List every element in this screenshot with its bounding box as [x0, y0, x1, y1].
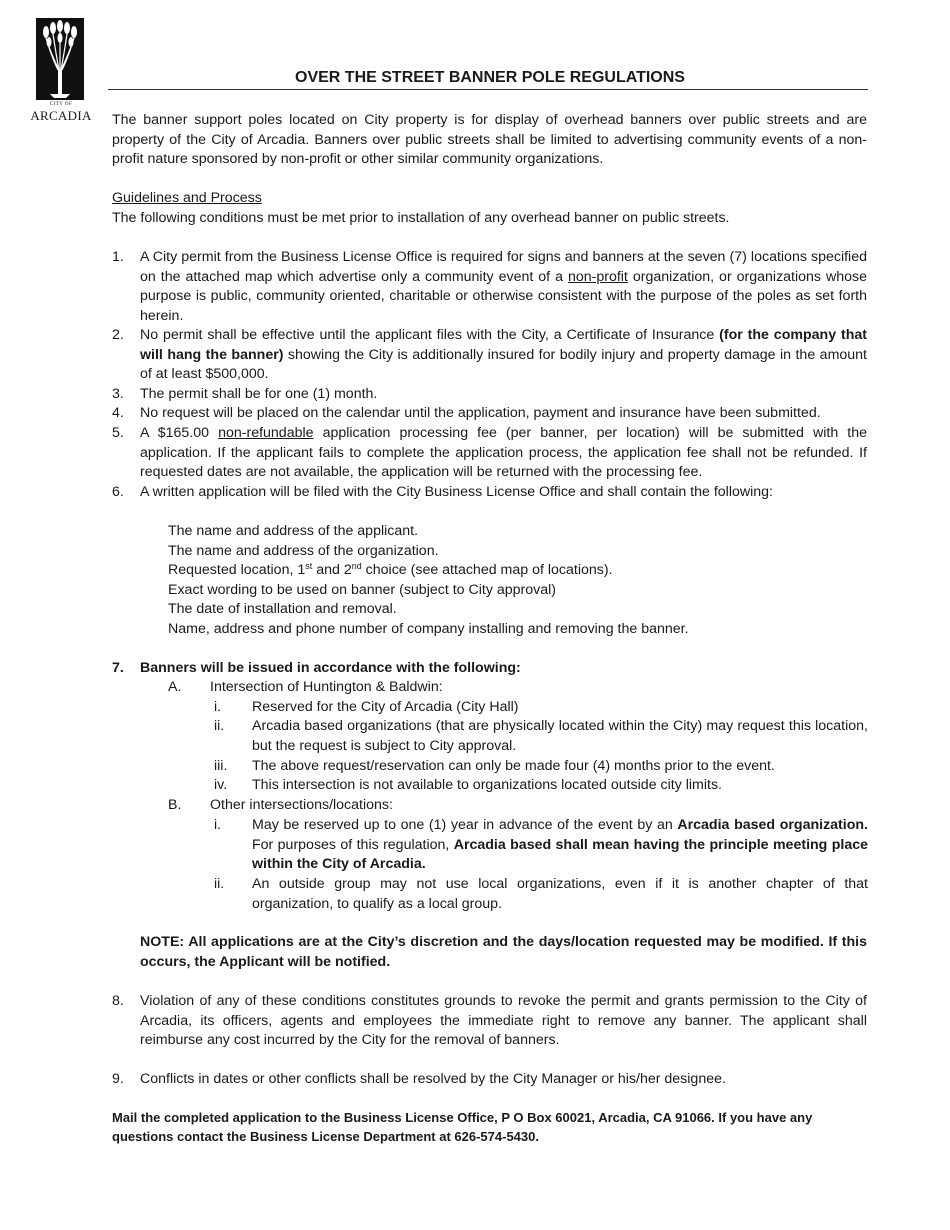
- list-item-5: [112, 424, 867, 483]
- list-item: The date of installation and removal.: [168, 601, 397, 617]
- section-letter: B.: [168, 797, 182, 813]
- item-text: Violation of any of these conditions constitutes grounds to revoke the permit and grants permission to the City of Arcadia, its officers, agents and employees the immediate right to remove any banner. The applicant shall reimburse any cost incurred by the City for the removal of banners.: [140, 993, 867, 1048]
- list-item: Requested location, 1st and 2nd choice (see attached map of locations).: [168, 561, 613, 578]
- section-letter: A.: [168, 679, 182, 695]
- list-item-9: [112, 1070, 867, 1090]
- guidelines-heading-text: Guidelines and Process: [112, 190, 262, 206]
- roman-text: An outside group may not use local organizations, even if it is another chapter of that organization, to qualify as a local group.: [252, 876, 868, 912]
- item-number: 5.: [112, 425, 124, 441]
- logo-city-name: ARCADIA: [30, 108, 92, 123]
- item-number: 4.: [112, 405, 124, 421]
- item-text: A written application will be filed with the City Business License Office and shall contain the following:: [140, 484, 773, 500]
- roman-numeral: i.: [214, 817, 222, 833]
- item-text: A City permit from the Business License Office is required for signs and banners at the seven (7) locations specified on the attached map which advertise only a community event of a non-profit organization, or organizations whose purpose is public, community oriented, charitable or otherwise consistent with the purpose of the poles as set forth herein.: [140, 249, 868, 324]
- list-item-4: [112, 404, 867, 424]
- intro-paragraph: The banner support poles located on City property is for display of overhead banners over public streets and are property of the City of Arcadia. Banners over public streets shall be limited to advertising community events of a non-profit nature sponsored by non-profit or other similar community organizations.: [112, 112, 867, 167]
- section-a-item-i: [214, 698, 868, 718]
- roman-numeral: iv.: [214, 777, 228, 793]
- mailing-instructions: Mail the completed application to the Business License Office, P O Box 60021, Arcadia, CA 91066. If you have any questions contact the Business License Department at 626-574-5430.: [112, 1110, 813, 1144]
- list-item-3: [112, 385, 867, 405]
- logo-city-of: CITY OF: [49, 102, 73, 107]
- item-text: No request will be placed on the calendar until the application, payment and insurance have been submitted.: [140, 405, 821, 421]
- section-label: Other intersections/locations:: [210, 797, 393, 813]
- roman-text: This intersection is not available to organizations located outside city limits.: [252, 777, 722, 793]
- note-paragraph: NOTE: All applications are at the City’s discretion and the days/location requested may be modified. If this occurs, the Applicant will be notified.: [140, 934, 867, 970]
- item-text: No permit shall be effective until the applicant files with the City, a Certificate of Insurance (for the company that will hang the banner) showing the City is additionally insured for bodily injury and property damage in the amount of at least $500,000.: [140, 327, 867, 382]
- item-number: 6.: [112, 484, 124, 500]
- item-text: Banners will be issued in accordance with the following:: [140, 660, 521, 676]
- item-text: The permit shall be for one (1) month.: [140, 386, 378, 402]
- list-item: The name and address of the organization.: [168, 542, 439, 559]
- list-item-8: [112, 992, 867, 1051]
- item-number: 7.: [112, 660, 124, 676]
- section-a-item-iii: [214, 757, 868, 777]
- roman-text: Arcadia based organizations (that are physically located within the City) may request this location, but the request is subject to City approval.: [252, 718, 868, 754]
- section-a-item-ii: [214, 717, 868, 756]
- roman-text: Reserved for the City of Arcadia (City Hall): [252, 699, 519, 715]
- roman-numeral: ii.: [214, 876, 225, 892]
- item-number: 8.: [112, 993, 124, 1009]
- item-number: 9.: [112, 1071, 124, 1087]
- section-a-item-iv: [214, 776, 868, 796]
- list-item-6: [112, 483, 867, 503]
- city-logo: [30, 18, 92, 126]
- roman-text: The above request/reservation can only be made four (4) months prior to the event.: [252, 758, 775, 774]
- list-item: The name and address of the applicant.: [168, 523, 419, 539]
- section-b: [168, 796, 868, 816]
- section-label: Intersection of Huntington & Baldwin:: [210, 679, 443, 695]
- item-number: 2.: [112, 327, 124, 343]
- section-b-item-ii: [214, 875, 868, 914]
- list-item-1: [112, 248, 867, 326]
- item-text: Conflicts in dates or other conflicts shall be resolved by the City Manager or his/her designee.: [140, 1071, 726, 1087]
- item-number: 3.: [112, 386, 124, 402]
- item-text: A $165.00 non-refundable application processing fee (per banner, per location) will be submitted with the application. If the applicant fails to complete the application process, the application fee shall not be refunded. If requested dates are not available, the application will be returned with the processing fee.: [140, 425, 867, 480]
- list-item-2: [112, 326, 867, 385]
- roman-numeral: i.: [214, 699, 222, 715]
- section-b-item-i: [214, 816, 868, 875]
- list-item: Exact wording to be used on banner (subject to City approval): [168, 581, 557, 598]
- roman-text: May be reserved up to one (1) year in advance of the event by an Arcadia based organization. For purposes of this regulation, Arcadia based shall mean having the principle meeting place within the City of Arcadia.: [252, 817, 868, 872]
- application-contents-list: [168, 522, 868, 639]
- item-number: 1.: [112, 249, 124, 265]
- roman-numeral: ii.: [214, 718, 225, 734]
- roman-numeral: iii.: [214, 758, 228, 774]
- title-divider: [108, 89, 868, 90]
- list-item: Name, address and phone number of company installing and removing the banner.: [168, 620, 689, 637]
- palm-tree-emblem: [36, 18, 84, 100]
- list-item-7: [112, 659, 867, 679]
- guidelines-intro: The following conditions must be met prior to installation of any overhead banner on public streets.: [112, 210, 730, 226]
- guidelines-heading: [112, 189, 867, 209]
- section-a: [168, 678, 868, 698]
- page-title: OVER THE STREET BANNER POLE REGULATIONS: [295, 69, 685, 86]
